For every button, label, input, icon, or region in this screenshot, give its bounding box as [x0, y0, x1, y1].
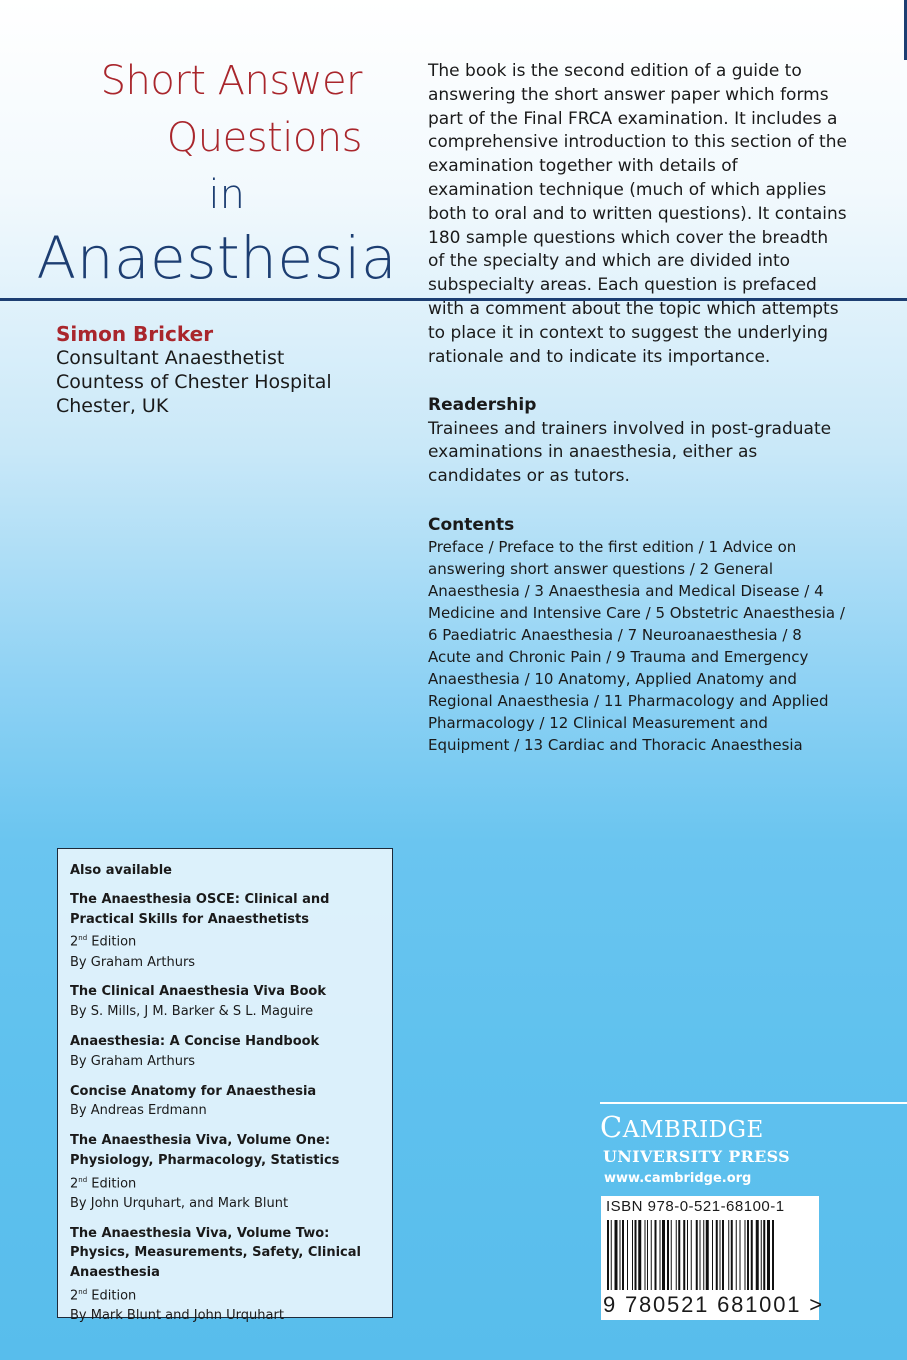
- title-main-word: Anaesthesia: [36, 224, 397, 292]
- title-line-3: in: [208, 172, 245, 218]
- description-text: The book is the second edition of a guide to answering the short answer paper which forms part of the Final FRCA examination. It includes a comprehensive introduction to this section of the examination together with details of examination technique (much of which applies both to oral and to written questions). It contains 180 sample questions which cover the breadth of the specialty and which are divided into subspecialty areas. Each question is prefaced with a comment about the topic which attempts to place it in context to suggest the underlying rationale and to indicate its importance.: [428, 61, 847, 367]
- also-item-author: By S. Mills, J M. Barker & S L. Maguire: [70, 1004, 314, 1020]
- also-item-title: The Anaesthesia OSCE: Clinical and Practical Skills for Anaesthetists: [70, 891, 330, 927]
- also-item-edition: 2nd Edition: [70, 1288, 137, 1304]
- also-item: [70, 1131, 380, 1214]
- also-item: [70, 982, 380, 1022]
- also-item-author: By Graham Arthurs: [70, 954, 196, 970]
- also-item-title: The Anaesthesia Viva, Volume Two: Physics, Measurements, Safety, Clinical Anaesthesia: [70, 1225, 361, 1281]
- also-item: [70, 1032, 380, 1072]
- also-item-edition: 2nd Edition: [70, 1175, 137, 1192]
- also-item-title: Concise Anatomy for Anaesthesia: [70, 1083, 317, 1099]
- contents-text: Preface / Preface to the first edition / 1 Advice on answering short answer questions / 2 General Anaesthesia / 3 Anaesthesia and Medical Disease / 4 Medicine and Intensive Care / 5 Obstetric Anaesthesia / 6 Paediatric Anaesthesia / 7 Neuroanaesthesia / 8 Acute and Chronic Pain / 9 Trauma and Emergency Anaesthesia / 10 Anatomy, Applied Anatomy and Regional Anaesthesia / 11 Pharmacology and Applied Pharmacology / 12 Clinical Measurement and Equipment / 13 Cardiac and Thoracic Anaesthesia: [428, 538, 845, 754]
- author-hospital: Countess of Chester Hospital: [56, 371, 332, 393]
- readership-heading: Readership: [428, 395, 537, 415]
- also-item-author: By Mark Blunt and John Urquhart: [70, 1308, 284, 1324]
- also-available-heading: Also available: [70, 863, 172, 878]
- also-item-title: The Clinical Anaesthesia Viva Book: [70, 984, 326, 1000]
- book-description: [428, 60, 848, 369]
- also-item-author: By Andreas Erdmann: [70, 1103, 207, 1119]
- publisher-url: www.cambridge.org: [604, 1171, 752, 1186]
- also-item: [70, 1082, 380, 1122]
- barcode-icon: [605, 1220, 815, 1292]
- publisher-logo: CAMBRIDGE: [600, 1110, 764, 1144]
- also-item: [70, 890, 380, 973]
- also-item-title: Anaesthesia: A Concise Handbook: [70, 1033, 320, 1049]
- also-item-author: By Graham Arthurs: [70, 1053, 196, 1069]
- isbn-label: ISBN 978-0-521-68100-1: [606, 1198, 785, 1215]
- author-block: [56, 322, 376, 418]
- title-line-2: Questions: [166, 115, 362, 161]
- barcode-panel: [601, 1196, 824, 1320]
- readership-text: Trainees and trainers involved in post-graduate examinations in anaesthesia, either as candidates or as tutors.: [428, 418, 832, 486]
- also-item-title: The Anaesthesia Viva, Volume One: Physiology, Pharmacology, Statistics: [70, 1133, 340, 1168]
- also-available-box: [57, 848, 393, 1324]
- also-item-edition: 2nd Edition: [70, 934, 137, 950]
- author-name: Simon Bricker: [56, 322, 214, 346]
- contents-heading: Contents: [428, 515, 515, 535]
- publisher-subtitle: UNIVERSITY PRESS: [603, 1147, 790, 1166]
- author-location: Chester, UK: [56, 395, 169, 417]
- barcode-digits: 9 780521 681001 >: [603, 1292, 824, 1317]
- title-line-1: Short Answer: [100, 58, 362, 104]
- contents-section: [428, 514, 848, 756]
- publisher-rule: [600, 1102, 907, 1104]
- readership-section: [428, 394, 848, 488]
- also-item-author: By John Urquhart, and Mark Blunt: [70, 1195, 289, 1211]
- author-role: Consultant Anaesthetist: [56, 347, 285, 369]
- also-item: [70, 1224, 380, 1326]
